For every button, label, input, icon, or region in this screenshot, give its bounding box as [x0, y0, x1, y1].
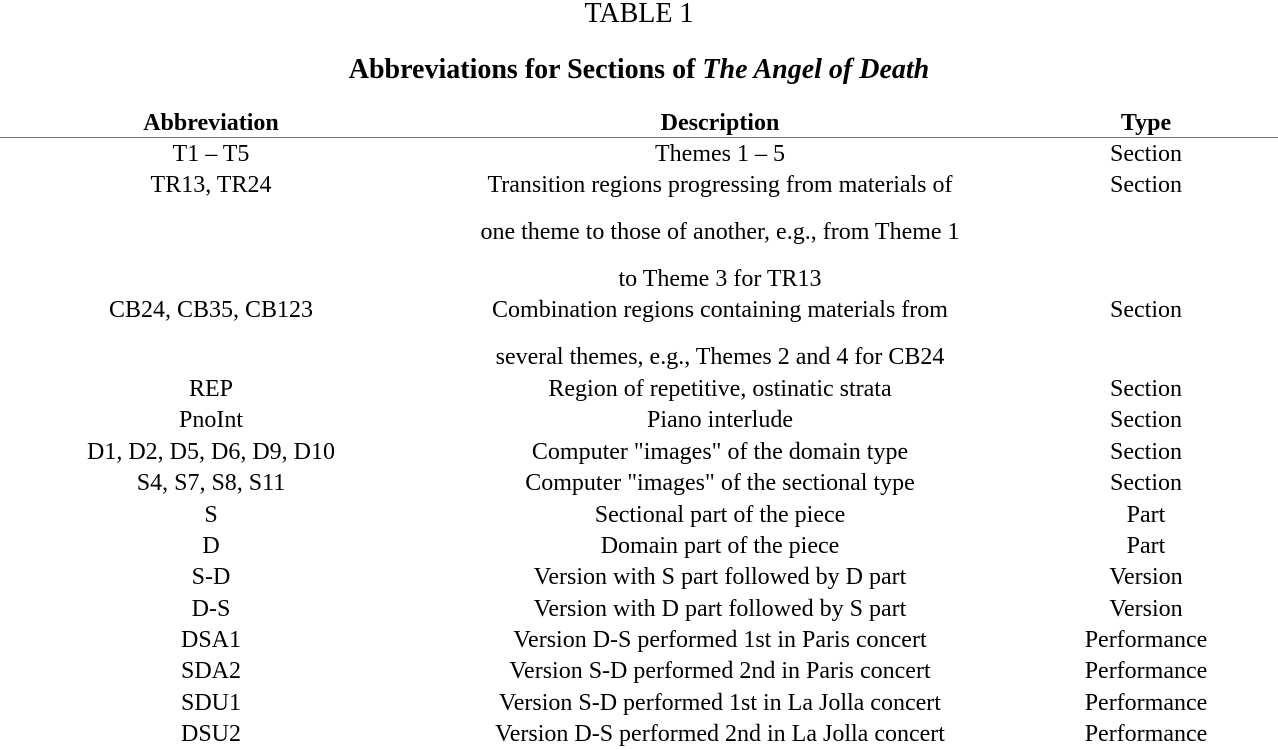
row-description	[420, 287, 1020, 381]
header-abbreviation: Abbreviation	[143, 110, 279, 136]
row-abbreviation: S4, S7, S8, S11	[136, 470, 286, 496]
row-abbreviation: SDU1	[180, 690, 241, 716]
row-abbreviation: PnoInt	[178, 407, 243, 433]
row-description-line: Combination regions containing materials from	[492, 297, 948, 323]
row-type: Section	[1110, 297, 1182, 323]
row-abbreviation: T1 – T5	[172, 141, 250, 167]
row-description	[420, 162, 1020, 303]
row-abbreviation: DSU2	[180, 721, 241, 747]
row-type: Performance	[1084, 658, 1208, 684]
row-abbreviation: REP	[188, 376, 233, 402]
row-type: Section	[1110, 470, 1182, 496]
row-type: Part	[1126, 502, 1166, 528]
row-description: Computer "images" of the sectional type	[525, 470, 915, 496]
row-abbreviation: S-D	[191, 564, 231, 590]
row-description: Sectional part of the piece	[594, 502, 846, 528]
row-description-line: several themes, e.g., Themes 2 and 4 for CB24	[495, 344, 945, 370]
row-type: Performance	[1084, 690, 1208, 716]
row-description: Version D-S performed 1st in Paris concert	[513, 627, 927, 653]
row-abbreviation: D1, D2, D5, D6, D9, D10	[87, 439, 335, 465]
table-title-prefix: Abbreviations for Sections of	[348, 54, 703, 85]
row-abbreviation: DSA1	[180, 627, 241, 653]
row-description: Version with D part followed by S part	[533, 596, 907, 622]
row-type: Section	[1110, 376, 1182, 402]
row-abbreviation: D-S	[191, 596, 231, 622]
header-type: Type	[1120, 110, 1172, 136]
row-abbreviation: CB24, CB35, CB123	[108, 297, 314, 323]
row-type: Section	[1110, 407, 1182, 433]
row-description: Piano interlude	[647, 407, 793, 433]
row-description: Themes 1 – 5	[655, 141, 785, 167]
header-rule	[0, 137, 1278, 138]
row-type: Section	[1110, 172, 1182, 198]
row-description-line: one theme to those of another, e.g., from Theme 1	[480, 219, 960, 245]
row-abbreviation: TR13, TR24	[150, 172, 272, 198]
row-abbreviation: S	[204, 502, 218, 528]
row-type: Version	[1109, 564, 1183, 590]
row-description: Version S-D performed 2nd in Paris concert	[509, 658, 931, 684]
row-type: Section	[1110, 141, 1182, 167]
row-type: Performance	[1084, 721, 1208, 747]
row-abbreviation: D	[202, 533, 220, 559]
table-header	[0, 108, 1278, 138]
table-title	[0, 54, 1278, 86]
row-type: Version	[1109, 596, 1183, 622]
row-type: Section	[1110, 439, 1182, 465]
row-description: Version S-D performed 1st in La Jolla concert	[499, 690, 941, 716]
row-abbreviation: SDA2	[180, 658, 241, 684]
header-description: Description	[660, 110, 780, 136]
row-description-line: to Theme 3 for TR13	[618, 266, 822, 292]
row-type: Performance	[1084, 627, 1208, 653]
table-label: TABLE 1	[584, 0, 694, 29]
row-description: Region of repetitive, ostinatic strata	[548, 376, 892, 402]
row-description: Domain part of the piece	[600, 533, 840, 559]
row-description: Computer "images" of the domain type	[531, 439, 909, 465]
table-title-work: The Angel of Death	[702, 54, 930, 85]
row-type: Part	[1126, 533, 1166, 559]
row-description: Version D-S performed 2nd in La Jolla concert	[495, 721, 945, 747]
row-description: Version with S part followed by D part	[533, 564, 907, 590]
row-description-line: Transition regions progressing from materials of	[487, 172, 953, 198]
